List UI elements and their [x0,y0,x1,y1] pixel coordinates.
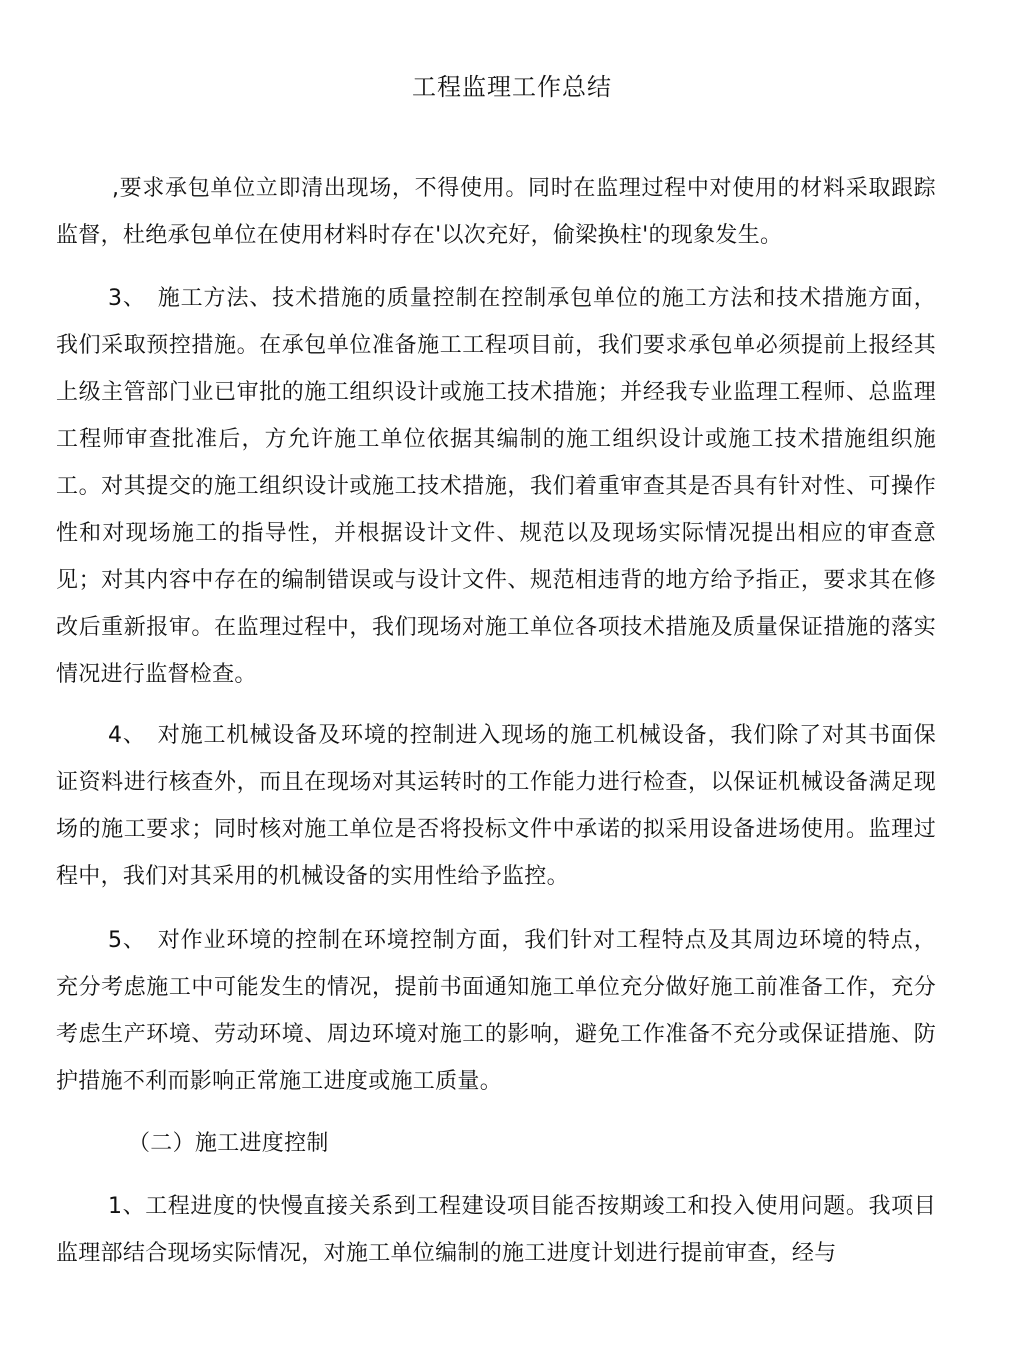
paragraph-environment-control: 5、 对作业环境的控制在环境控制方面，我们针对工程特点及其周边环境的特点，充分考虑施工中可能发生的情况，提前书面通知施工单位充分做好施工前准备工作，充分考虑生产环境、劳动环境、周边环境对施工的影响，避免工作准备不充分或保证措施、防护措施不利而影响正常施工进度或施工质量。 [56,928,936,1094]
document-title: 工程监理工作总结 [412,73,612,101]
paragraph-progress-speed: 1、工程进度的快慢直接关系到工程建设项目能否按期竣工和投入使用问题。我项目监理部结合现场实际情况，对施工单位编制的施工进度计划进行提前审查，经与 [56,1194,936,1266]
paragraph-construction-methods: 3、 施工方法、技术措施的质量控制在控制承包单位的施工方法和技术措施方面，我们采取预控措施。在承包单位准备施工工程项目前，我们要求承包单必须提前上报经其上级主管部门业已审批的施工组织设计或施工技术措施；并经我专业监理工程师、总监理工程师审查批准后，方允许施工单位依据其编制的施工组织设计或施工技术措施组织施工。对其提交的施工组织设计或施工技术措施，我们着重审查其是否具有针对性、可操作性和对现场施工的指导性，并根据设计文件、规范以及现场实际情况提出相应的审查意见；对其内容中存在的编制错误或与设计文件、规范相违背的地方给予指正，要求其在修改后重新报审。在监理过程中，我们现场对施工单位各项技术措施及质量保证措施的落实情况进行监督检查。 [56,286,936,687]
paragraph-machinery-control: 4、 对施工机械设备及环境的控制进入现场的施工机械设备，我们除了对其书面保证资料进行核查外，而且在现场对其运转时的工作能力进行检查，以保证机械设备满足现场的施工要求；同时核对施工单位是否将投标文件中承诺的拟采用设备进场使用。监理过程中，我们对其采用的机械设备的实用性给予监控。 [56,723,936,889]
paragraph-material-supervision: ,要求承包单位立即清出现场，不得使用。同时在监理过程中对使用的材料采取跟踪监督，杜绝承包单位在使用材料时存在'以次充好，偷梁换柱'的现象发生。 [56,176,936,248]
section-heading-progress-control: （二）施工进度控制 [128,1131,329,1156]
